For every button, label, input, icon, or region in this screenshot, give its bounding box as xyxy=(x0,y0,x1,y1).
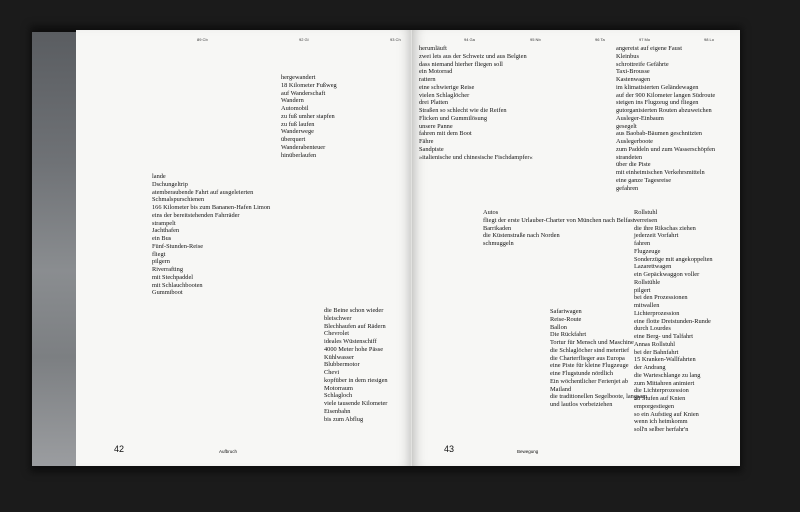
text-line: mit Stechpaddel xyxy=(152,273,194,281)
text-line: Straßen so schlecht wie die Reifen xyxy=(419,107,507,114)
text-line: Schlagloch xyxy=(324,392,353,400)
text-line: der Andrang xyxy=(634,364,666,371)
text-line: eine schwierige Reise xyxy=(419,83,475,91)
text-line: schrottreife Gefährte xyxy=(616,60,669,68)
page-number: 43 xyxy=(444,444,455,454)
text-line: 28 Stufen auf Knien xyxy=(634,395,686,402)
text-line: die Warteschlange zu lang xyxy=(634,371,701,379)
text-line: Auslegerboote xyxy=(616,138,653,145)
text-line: Dschungeltrip xyxy=(152,180,188,188)
element-tag: 96 Ta xyxy=(595,37,605,42)
text-line: fahren mit dem Boot xyxy=(419,130,472,138)
element-tag: 97 Mo xyxy=(639,37,651,42)
text-line: Sonderzüge mit angekoppelten xyxy=(634,255,713,263)
text-line: wenn ich heimkomm xyxy=(634,418,688,426)
text-line: überquert xyxy=(281,136,306,143)
text-line: Fähre xyxy=(419,138,434,145)
text-line: Wandern xyxy=(281,97,304,105)
text-line: gutorganisierten Routen abzuweichen xyxy=(616,107,712,114)
text-line: eine Flugstunde nördlich xyxy=(550,370,614,377)
text-line: Blubbermotor xyxy=(324,361,360,369)
text-line: fliegt der erste Urlauber-Charter von München nach Belfast xyxy=(483,216,635,224)
text-line: vielen Schlaglöcher xyxy=(419,91,470,99)
text-line: hergewandert xyxy=(281,74,316,81)
text-line: Eisenbahn xyxy=(324,407,351,415)
left-page xyxy=(76,30,412,466)
element-tag: 98 Lo xyxy=(704,37,715,42)
text-line: Chevi xyxy=(324,369,340,376)
text-line: eine Berg- und Talfahrt xyxy=(634,333,694,340)
text-line: aus Baobab-Bäumen geschnitzten xyxy=(616,130,702,138)
text-line: verreisen xyxy=(634,216,658,224)
text-line: fliegt xyxy=(152,250,166,258)
text-line: 4000 Meter hohe Pässe xyxy=(324,345,384,353)
section-title: Aufbruch xyxy=(219,449,238,454)
text-line: Motorraum xyxy=(324,384,353,392)
text-line: Wanderabenteuer xyxy=(281,143,326,151)
text-line: Automobil xyxy=(281,105,309,112)
text-line: Ballon xyxy=(550,323,567,331)
text-line: Annas Rollstuhl xyxy=(634,340,676,348)
text-line: ideales Wüstenschiff xyxy=(324,338,377,345)
text-line: strandeten xyxy=(616,153,643,161)
text-line: 166 Kilometer bis zum Bananen-Hafen Limon xyxy=(152,204,271,211)
text-line: »italienische und chinesische Fischdampfer« xyxy=(419,153,533,161)
text-line: gefahren xyxy=(616,184,639,192)
text-line: gesegelt xyxy=(616,122,637,130)
element-tag: 89 Cb xyxy=(197,37,208,42)
text-line: zu fuß laufen xyxy=(281,120,315,128)
text-line: pilgert xyxy=(634,286,651,294)
text-line: 15 Kranken-Wallfahrten xyxy=(634,356,696,364)
text-line: dass niemand hierher fliegen soll xyxy=(419,60,503,68)
text-line: rattern xyxy=(419,76,436,83)
text-line: Kleinbus xyxy=(616,52,639,60)
cover-photo-edge xyxy=(32,32,76,466)
text-line: herumläuft xyxy=(419,45,447,52)
text-line: bei der Bahnfahrt xyxy=(634,348,679,356)
text-line: die Charterflieger aus Europa xyxy=(550,354,625,362)
text-line: zum Mittahren animiert xyxy=(634,379,695,387)
page-number: 42 xyxy=(114,444,125,454)
text-line: die Lichterprozession xyxy=(634,387,689,395)
text-line: die Schlaglöcher sind metertief xyxy=(550,346,630,354)
text-line: Taxi-Brousse xyxy=(616,68,650,76)
text-line: mit Schlauchbooten xyxy=(152,281,203,289)
text-line: Flicken und Gummilösung xyxy=(419,114,488,122)
text-line: Sandpiste xyxy=(419,145,444,153)
text-block xyxy=(483,209,635,248)
text-line: Reise-Route xyxy=(550,315,582,323)
text-line: eine Piste für kleine Flugzeuge xyxy=(550,362,629,370)
text-block xyxy=(419,45,533,161)
text-line: angereist auf eigene Faust xyxy=(616,45,683,52)
text-line: strampelt xyxy=(152,219,176,227)
text-line: 18 Kilometer Fußweg xyxy=(281,81,337,89)
text-line: soll'n selber herfahr'n xyxy=(634,426,689,433)
element-tag: 92 Gl xyxy=(299,37,309,42)
text-line: durch Lourdes xyxy=(634,325,671,333)
text-line: Lichterprozession xyxy=(634,309,680,317)
text-line: Autos xyxy=(483,209,499,216)
text-line: Rollstuhl xyxy=(634,209,658,216)
text-block xyxy=(152,173,270,297)
text-block xyxy=(550,308,647,409)
text-line: hinüberlaufen xyxy=(281,151,317,159)
text-line: pilgern xyxy=(152,258,170,266)
text-line: auf der 900 Kilometer langen Südroute xyxy=(616,91,716,99)
text-line: drei Platten xyxy=(419,99,449,107)
text-line: Riverrafting xyxy=(152,266,184,273)
text-line: eins der bereitstehenden Fahrräder xyxy=(152,211,240,219)
text-line: Ausleger-Einbaum xyxy=(616,114,664,122)
text-line: Chevrolet xyxy=(324,330,350,338)
text-line: über die Piste xyxy=(616,161,651,169)
text-line: fahren xyxy=(634,240,651,247)
text-line: Gummiboot xyxy=(152,289,183,297)
text-line: die traditionellen Segelboote, langsam xyxy=(550,393,648,401)
text-block xyxy=(616,45,715,192)
text-line: Kastenwagen xyxy=(616,76,651,83)
text-line: die ihre Rikschas ziehen xyxy=(634,224,696,232)
text-line: auf Wanderschaft xyxy=(281,89,326,97)
text-line: kopfüber in dem riesigen xyxy=(324,376,388,384)
element-tag: 93 Ch xyxy=(390,37,401,42)
text-line: eine ganze Tagesreise xyxy=(616,176,672,184)
text-block xyxy=(281,74,337,159)
text-block xyxy=(324,307,388,423)
text-line: mitwallen xyxy=(634,302,660,309)
text-line: atemberaubende Fahrt auf ausgeleierten xyxy=(152,188,254,196)
text-line: im klimatisierten Geländewagen xyxy=(616,83,699,91)
text-line: zum Paddeln und zum Wasserschöpfen xyxy=(616,145,716,153)
text-line: zu fuß umher stapfen xyxy=(281,112,335,120)
text-line: so ein Aufstieg auf Knien xyxy=(634,410,699,418)
text-line: Lazarettwagen xyxy=(634,263,672,271)
text-line: Ein wöchentlicher Ferienjet ab xyxy=(550,377,629,385)
text-line: schmuggeln xyxy=(483,240,514,247)
text-line: Wanderwege xyxy=(281,128,314,136)
text-line: emporgestiegen xyxy=(634,402,675,410)
text-line: die Beine schon wieder xyxy=(324,307,384,314)
element-tag: 95 Nb xyxy=(530,37,541,42)
text-line: die Küstenstraße nach Norden xyxy=(483,232,560,240)
text-line: jederzeit Vorfahrt xyxy=(634,232,679,240)
right-page xyxy=(412,30,740,466)
text-line: steigen ins Flugzeug und fliegen xyxy=(616,99,699,107)
text-line: unsere Panne xyxy=(419,122,453,130)
text-line: ein Gepäckwaggon voller xyxy=(634,271,700,278)
text-line: Jachthafen xyxy=(152,227,180,235)
text-line: ein Bus xyxy=(152,235,172,242)
text-line: Mailand xyxy=(550,385,572,393)
text-line: lande xyxy=(152,173,166,180)
text-line: bis zum Abflug xyxy=(324,415,364,423)
text-line: eine flotte Dreistunden-Runde xyxy=(634,317,711,325)
text-line: bleischwer xyxy=(324,314,352,322)
text-line: und lautlos vorbeiziehen xyxy=(550,401,613,408)
text-line: Tortur für Mensch und Maschine xyxy=(550,339,634,346)
text-line: bei den Prozessionen xyxy=(634,294,688,302)
text-line: Safariwagen xyxy=(550,308,582,315)
text-line: mit einheimischen Verkehrsmitteln xyxy=(616,169,705,176)
text-line: Schmalspurschienen xyxy=(152,196,205,204)
text-line: Fünf-Stunden-Reise xyxy=(152,242,204,250)
text-line: ein Motorrad xyxy=(419,68,453,76)
text-line: Rollstühle xyxy=(634,278,661,286)
text-line: Die Rückfahrt xyxy=(550,331,587,339)
text-line: Kühlwasser xyxy=(324,353,354,361)
text-line: viele tausende Kilometer xyxy=(324,400,388,407)
section-title: Bewegung xyxy=(517,449,539,454)
text-line: Flugzeuge xyxy=(634,247,661,255)
text-line: zwei lets aus der Schweiz und aus Belgien xyxy=(419,52,527,60)
text-line: Barrikaden xyxy=(483,224,512,232)
text-line: Blechhaufen auf Rädern xyxy=(324,322,386,330)
element-tag: 94 Ga xyxy=(464,37,475,42)
